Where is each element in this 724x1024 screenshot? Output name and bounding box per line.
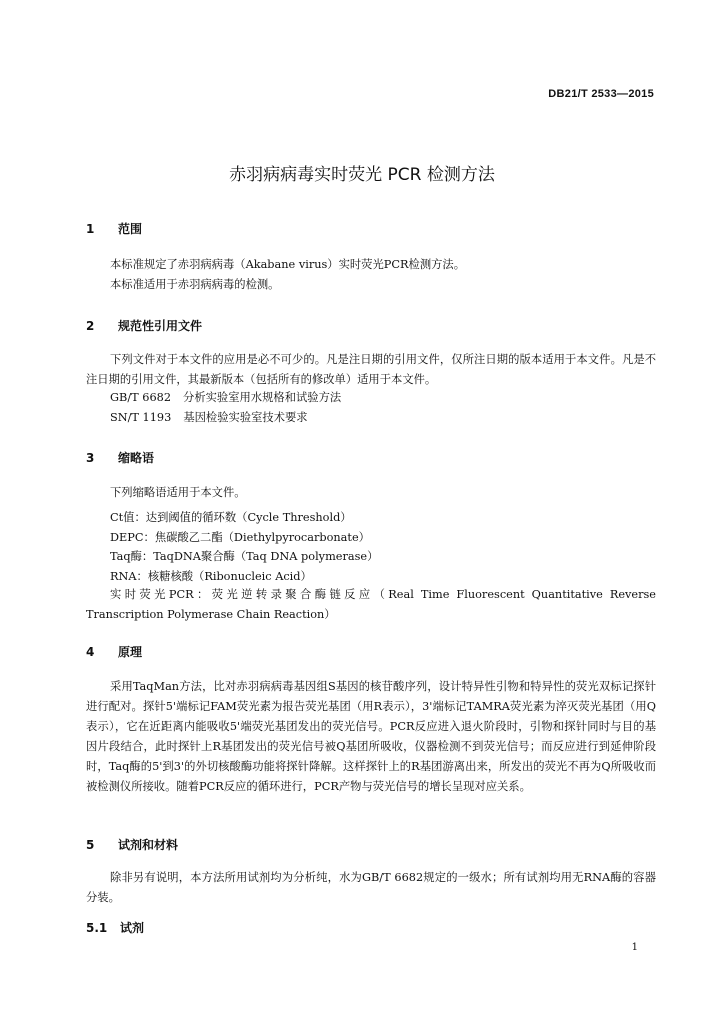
- reagents-paragraph: 除非另有说明，本方法所用试剂均为分析纯，水为GB/T 6682规定的一级水；所有试剂均用无RNA酶的容器分装。: [86, 871, 656, 904]
- section-1-heading: [86, 220, 142, 237]
- section-5-heading: [86, 836, 178, 853]
- document-code: DB21/T 2533—2015: [548, 88, 654, 100]
- abbreviations-intro: 下列缩略语适用于本文件。: [110, 486, 246, 499]
- section-title: 规范性引用文件: [118, 319, 203, 333]
- abbreviation-item: Ct值：达到阈值的循环数（Cycle Threshold）: [110, 511, 352, 524]
- abbreviation-item: RNA：核糖核酸（Ribonucleic Acid）: [110, 570, 312, 583]
- section-title: 原理: [118, 645, 143, 659]
- reference-code: GB/T 6682: [110, 391, 172, 404]
- scope-line-2: 本标准适用于赤羽病病毒的检测。: [110, 278, 280, 291]
- subsection-5-1-heading: [86, 919, 144, 936]
- section-number: 2: [86, 319, 95, 333]
- section-number: 5: [86, 838, 95, 852]
- reference-name: 基因检验实验室技术要求: [183, 411, 308, 424]
- reference-code: SN/T 1193: [110, 411, 172, 424]
- abbreviation-item: DEPC：焦碳酸乙二酯（Diethylpyrocarbonate）: [110, 531, 370, 544]
- principle-paragraph: 采用TaqMan方法，比对赤羽病病毒基因组S基因的核苷酸序列，设计特异性引物和特异性的荧光双标记探针进行配对。探针5'端标记FAM荧光素为报告荧光基团（用R表示），3'端标记TAMRA荧光素为淬灭荧光基团（用Q表示），它在近距离内能吸收5'端荧光基团发出的荧光信号。PCR反应进入退火阶段时，引物和探针同时与目的基因片段结合，此时探针上R基团发出的荧光信号被Q基团所吸收，仪器检测不到荧光信号；而反应进行到延伸阶段时，Taq酶的5'到3'的外切核酸酶功能将探针降解。这样探针上的R基团游离出来，所发出的荧光不再为Q所吸收而被检测仪所接收。随着PCR反应的循环进行，PCR产物与荧光信号的增长呈现对应关系。: [86, 680, 656, 793]
- section-number: 3: [86, 451, 95, 465]
- abbreviation-item-long: 实时荧光PCR：荧光逆转录聚合酶链反应（Real Time Fluorescent Quantitative Reverse Transcription Polymerase Chain Reaction）: [86, 588, 656, 621]
- section-number: 1: [86, 222, 95, 236]
- section-number: 5.1: [86, 921, 108, 935]
- section-title: 试剂: [120, 921, 145, 935]
- document-title: 赤羽病病毒实时荧光 PCR 检测方法: [229, 165, 495, 185]
- section-3-heading: [86, 449, 154, 466]
- normative-references-paragraph: 下列文件对于本文件的应用是必不可少的。凡是注日期的引用文件，仅所注日期的版本适用于本文件。凡是不注日期的引用文件，其最新版本（包括所有的修改单）适用于本文件。: [86, 353, 656, 386]
- section-title: 试剂和材料: [118, 838, 179, 852]
- section-number: 4: [86, 645, 95, 659]
- section-2-heading: [86, 317, 202, 334]
- abbreviation-item: Taq酶：TaqDNA聚合酶（Taq DNA polymerase）: [110, 550, 379, 563]
- section-title: 缩略语: [118, 451, 155, 465]
- reference-name: 分析实验室用水规格和试验方法: [183, 391, 342, 404]
- page-number: 1: [631, 942, 638, 953]
- reference-item: [86, 388, 680, 408]
- section-4-heading: [86, 643, 142, 660]
- scope-line-1: 本标准规定了赤羽病病毒（Akabane virus）实时荧光PCR检测方法。: [110, 258, 466, 271]
- reference-item: [86, 408, 680, 428]
- section-title: 范围: [118, 222, 143, 236]
